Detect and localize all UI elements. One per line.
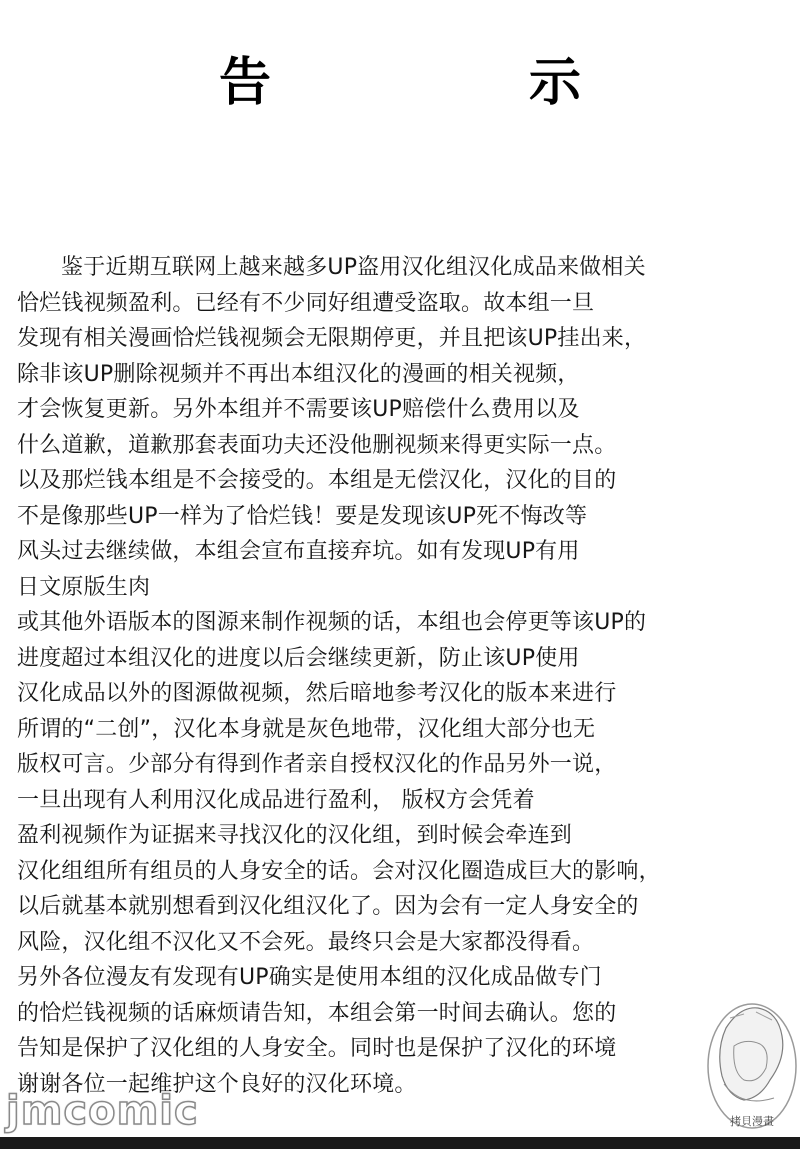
stamp-label: 拷貝漫畫 [730, 1115, 774, 1128]
notice-line: 以后就基本就别想看到汉化组汉化了。因为会有一定人身安全的 [17, 894, 639, 919]
notice-line: 除非该UP删除视频并不再出本组汉化的漫画的相关视频， [17, 361, 580, 387]
notice-line: 一旦出现有人利用汉化成品进行盈利， 版权方会凭着 [17, 787, 535, 813]
notice-line: 谢谢各位一起维护这个良好的汉化环境。 [17, 1071, 417, 1097]
notice-line: 汉化成品以外的图源做视频，然后暗地参考汉化的版本来进行 [17, 681, 617, 706]
notice-line: 告知是保护了汉化组的人身安全。同时也是保护了汉化的环境 [17, 1036, 617, 1061]
notice-line: 汉化组组所有组员的人身安全的话。会对汉化圈造成巨大的影响， [17, 858, 661, 884]
notice-line: 另外各位漫友有发现有UP确实是使用本组的汉化成品做专门 [17, 965, 602, 990]
notice-line: 盈利视频作为证据来寻找汉化的汉化组，到时候会牵连到 [17, 823, 573, 848]
notice-line: 进度超过本组汉化的进度以后会继续更新，防止该UP使用 [17, 645, 580, 671]
notice-line: 的恰烂钱视频的话麻烦请告知，本组会第一时间去确认。您的 [17, 1000, 617, 1026]
notice-line: 不是像那些UP一样为了恰烂钱！要是发现该UP死不悔改等 [17, 503, 588, 529]
notice-line: 恰烂钱视频盈利。已经有不少同好组遭受盗取。故本组一旦 [17, 290, 595, 316]
notice-line: 或其他外语版本的图源来制作视频的话，本组也会停更等该UP的 [17, 610, 647, 635]
notice-line: 什么道歉，道歉那套表面功夫还没他删视频来得更实际一点。 [17, 432, 617, 458]
notice-line: 所谓的“二创”，汉化本身就是灰色地带，汉化组大部分也无 [17, 716, 596, 742]
notice-body [17, 250, 799, 1102]
notice-line: 发现有相关漫画恰烂钱视频会无限期停更，并且把该UP挂出来， [17, 326, 647, 351]
jmcomic-watermark-logo: jmcomic [6, 1088, 199, 1134]
notice-line: 才会恢复更新。另外本组并不需要该UP赔偿什么费用以及 [17, 397, 580, 422]
bottom-border-bar [0, 1137, 800, 1149]
notice-title: 告 示 [218, 53, 702, 113]
notice-line: 以及那烂钱本组是不会接受的。本组是无偿汉化，汉化的目的 [17, 468, 617, 493]
notice-line: 鉴于近期互联网上越来越多UP盗用汉化组汉化成品来做相关 [61, 255, 646, 280]
notice-line: 版权可言。少部分有得到作者亲自授权汉化的作品另外一说， [17, 752, 617, 777]
notice-line: 日文原版生肉 [17, 574, 151, 600]
notice-line: 风头过去继续做，本组会宣布直接弃坑。如有发现UP有用 [17, 539, 580, 564]
notice-line: 风险，汉化组不汉化又不会死。最终只会是大家都没得看。 [17, 929, 595, 955]
